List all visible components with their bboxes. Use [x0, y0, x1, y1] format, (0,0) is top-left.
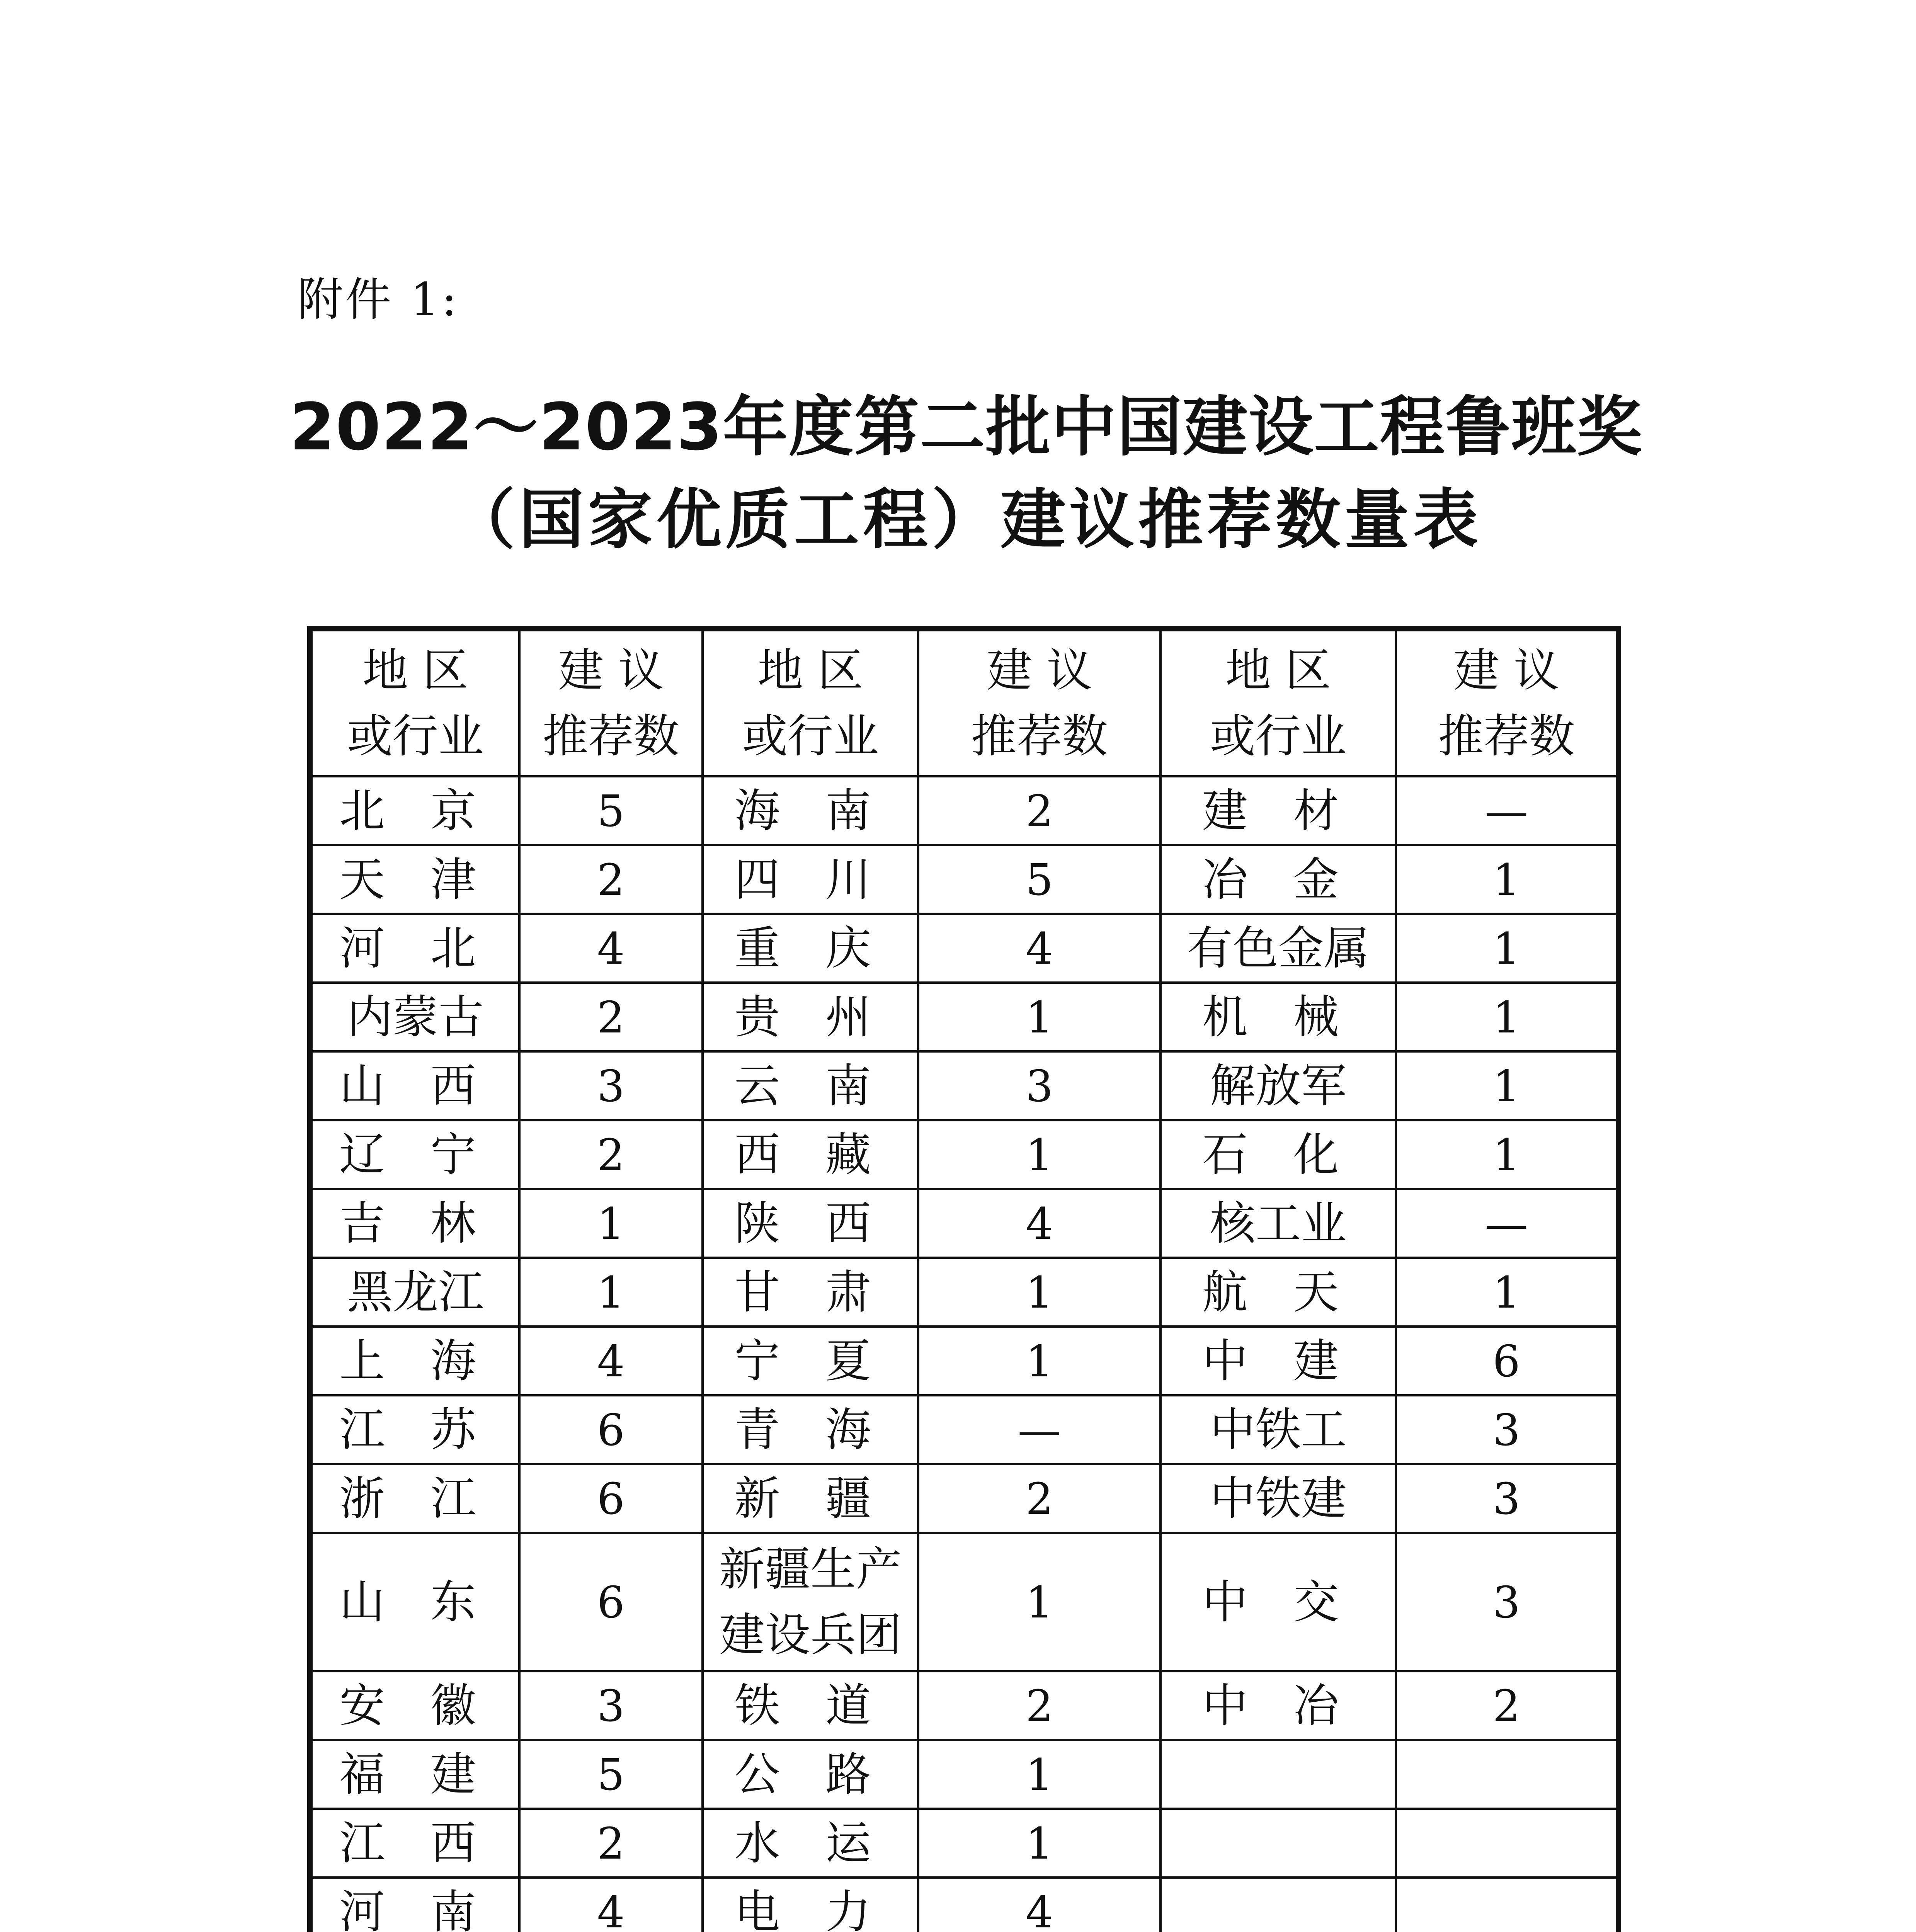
recommend-count-cell [519, 1327, 703, 1395]
recommend-count-cell [1396, 1327, 1618, 1395]
recommend-count: 2 [1492, 1681, 1520, 1731]
table-row [310, 1120, 1618, 1189]
recommend-count-cell [918, 983, 1160, 1051]
recommend-count-cell [918, 845, 1160, 914]
region-name-cell [1160, 1809, 1396, 1878]
region-name: 有色金属 [1187, 922, 1370, 975]
recommend-count-cell [918, 1051, 1160, 1120]
table-row [310, 1189, 1618, 1258]
recommend-count: 1 [597, 1267, 625, 1318]
recommend-count-cell [519, 1464, 703, 1533]
recommend-count-cell [918, 1878, 1160, 1932]
region-name: 江 西 [339, 1816, 492, 1870]
region-name-cell [310, 1189, 519, 1258]
recommend-count: 2 [597, 855, 625, 905]
region-name-cell [310, 1258, 519, 1327]
recommend-count-cell [519, 1740, 703, 1809]
table-header-row [310, 629, 1618, 776]
region-name-cell [703, 983, 919, 1051]
recommend-count-cell [519, 1258, 703, 1327]
region-name-cell [1160, 1327, 1396, 1395]
region-name-cell [1160, 1740, 1396, 1809]
recommend-count-cell [1396, 1533, 1618, 1671]
recommend-count-cell [918, 1258, 1160, 1327]
recommend-count: 2 [1026, 786, 1053, 837]
region-name-cell [703, 776, 919, 845]
header-region [1160, 629, 1396, 776]
recommend-count-cell [918, 1740, 1160, 1809]
region-name-cell [1160, 1464, 1396, 1533]
recommend-count: 1 [1492, 1061, 1520, 1112]
region-name-cell [1160, 1878, 1396, 1932]
header-count [1396, 629, 1618, 776]
recommend-count-cell [519, 1051, 703, 1120]
recommend-count-cell [918, 1809, 1160, 1878]
region-name: 中 交 [1202, 1575, 1354, 1629]
document-title-line-1: 2022～2023年度第二批中国建设工程鲁班奖 [289, 389, 1643, 465]
header-region-line-1: 地 区 [362, 644, 468, 697]
recommend-count-cell [519, 1533, 703, 1671]
recommend-count-cell [918, 1671, 1160, 1740]
region-name-cell [310, 914, 519, 983]
recommend-count: 3 [1026, 1061, 1053, 1112]
recommend-count: 1 [1492, 923, 1520, 974]
region-name-cell [703, 1464, 919, 1533]
region-name: 福 建 [339, 1748, 492, 1801]
recommend-count: 2 [1026, 1474, 1053, 1524]
region-name: 河 南 [339, 1885, 492, 1932]
recommend-count: 1 [597, 1199, 625, 1249]
region-name: 重 庆 [734, 922, 887, 975]
region-name: 核工业 [1210, 1197, 1347, 1250]
recommend-count: 1 [1026, 1130, 1053, 1180]
recommend-count-cell [1396, 1051, 1618, 1120]
recommend-count-cell [918, 1327, 1160, 1395]
header-region-line-2: 或行业 [742, 709, 879, 763]
table-row [310, 1395, 1618, 1464]
recommend-count: — [1485, 1199, 1528, 1249]
region-name: 机 械 [1202, 990, 1354, 1044]
region-name-cell [703, 1740, 919, 1809]
recommend-count-cell [918, 1189, 1160, 1258]
region-name-cell [310, 1878, 519, 1932]
recommend-count: 3 [1492, 1405, 1520, 1456]
header-count-line-2: 推荐数 [1438, 709, 1575, 763]
region-name: 安 徽 [339, 1679, 492, 1732]
table-row [310, 1671, 1618, 1740]
header-count-line-1: 建 议 [558, 644, 664, 697]
region-name: 宁 夏 [734, 1334, 887, 1388]
header-count-line-1: 建 议 [986, 644, 1092, 697]
recommend-count-cell [1396, 845, 1618, 914]
region-name-cell [1160, 1395, 1396, 1464]
region-name-cell [1160, 983, 1396, 1051]
header-count-line-1: 建 议 [1453, 644, 1559, 697]
recommend-count: 1 [1026, 992, 1053, 1043]
region-name-cell [703, 1671, 919, 1740]
region-name: 北 京 [339, 784, 492, 837]
region-name-cell [1160, 914, 1396, 983]
recommend-count: 3 [597, 1681, 625, 1731]
recommend-count-cell [519, 983, 703, 1051]
region-name-cell [1160, 845, 1396, 914]
document-title-line-2: （国家优质工程）建议推荐数量表 [450, 482, 1482, 558]
recommend-count-cell [1396, 1258, 1618, 1327]
recommend-count: 1 [1492, 1130, 1520, 1180]
header-region-line-1: 地 区 [1225, 644, 1331, 697]
region-name: 云 南 [734, 1059, 887, 1112]
recommend-count: 1 [1026, 1267, 1053, 1318]
recommend-count: 2 [597, 992, 625, 1043]
recommend-count-cell [519, 1120, 703, 1189]
region-name-cell [310, 983, 519, 1051]
region-name: 浙 江 [339, 1472, 492, 1525]
recommend-count: 1 [1492, 1267, 1520, 1318]
region-name: 建 材 [1202, 784, 1354, 837]
header-count [918, 629, 1160, 776]
recommend-count-cell [918, 1395, 1160, 1464]
recommend-count: 1 [1026, 1336, 1053, 1387]
recommend-count-cell [1396, 1464, 1618, 1533]
header-region-line-2: 或行业 [1210, 709, 1347, 763]
recommend-count: — [1485, 786, 1528, 837]
recommend-count: 4 [597, 1887, 625, 1932]
recommend-count-cell [1396, 1189, 1618, 1258]
region-name-cell [310, 776, 519, 845]
region-name: 青 海 [734, 1403, 887, 1456]
region-name: 中 冶 [1202, 1679, 1354, 1732]
recommend-count: 4 [1026, 1199, 1053, 1249]
header-region-line-1: 地 区 [757, 644, 863, 697]
region-name: 江 苏 [339, 1403, 492, 1456]
recommendation-table [307, 626, 1621, 1932]
header-count-line-2: 推荐数 [971, 709, 1108, 763]
recommend-count-cell [519, 914, 703, 983]
region-name: 山 东 [339, 1575, 492, 1629]
recommend-count: 5 [1026, 855, 1053, 905]
region-name-cell [1160, 1189, 1396, 1258]
region-name: 内蒙古 [347, 990, 484, 1044]
region-name: 四 川 [734, 853, 887, 906]
header-count-line-2: 推荐数 [542, 709, 679, 763]
recommend-count: 1 [1026, 1818, 1053, 1869]
recommend-count: 1 [1026, 1577, 1053, 1628]
recommend-count-cell [519, 1395, 703, 1464]
table-row [310, 1809, 1618, 1878]
recommend-count: — [1018, 1405, 1061, 1456]
region-name: 山 西 [339, 1059, 492, 1112]
region-name-cell [1160, 1533, 1396, 1671]
region-name-cell [310, 1327, 519, 1395]
recommend-count-cell [519, 845, 703, 914]
region-name-cell [310, 1051, 519, 1120]
region-name-cell [310, 1809, 519, 1878]
region-name: 解放军 [1210, 1059, 1347, 1112]
region-name: 吉 林 [339, 1197, 492, 1250]
table-row [310, 845, 1618, 914]
region-name: 河 北 [339, 922, 492, 975]
recommend-count-cell [519, 1189, 703, 1258]
header-region [310, 629, 519, 776]
table-row [310, 1878, 1618, 1932]
recommend-count: 5 [597, 1750, 625, 1800]
region-name-cell [1160, 776, 1396, 845]
table-row [310, 1051, 1618, 1120]
recommend-count-cell [519, 1878, 703, 1932]
region-name-cell [310, 1740, 519, 1809]
recommend-count: 2 [597, 1818, 625, 1869]
region-name-cell [310, 1120, 519, 1189]
table-row [310, 1327, 1618, 1395]
region-name-cell [310, 1464, 519, 1533]
recommend-count-cell [1396, 1809, 1618, 1878]
region-name: 铁 道 [734, 1679, 887, 1732]
recommend-count-cell [918, 776, 1160, 845]
region-name: 黑龙江 [347, 1265, 484, 1319]
region-name-cell [703, 1258, 919, 1327]
region-name-cell [703, 1395, 919, 1464]
recommend-count-cell [918, 1120, 1160, 1189]
recommend-count-cell [1396, 914, 1618, 983]
region-name-cell [703, 1809, 919, 1878]
recommend-count-cell [1396, 983, 1618, 1051]
region-name: 冶 金 [1202, 853, 1354, 906]
region-name: 中铁建 [1210, 1472, 1347, 1525]
region-name-cell [1160, 1671, 1396, 1740]
region-name-cell [703, 914, 919, 983]
recommend-count: 6 [1492, 1336, 1520, 1387]
table-row [310, 776, 1618, 845]
region-name-cell [703, 1327, 919, 1395]
region-name-cell [1160, 1258, 1396, 1327]
recommend-count: 3 [597, 1061, 625, 1112]
recommend-count: 3 [1492, 1474, 1520, 1524]
recommend-count-cell [1396, 1120, 1618, 1189]
header-count [519, 629, 703, 776]
recommend-count: 1 [1492, 855, 1520, 905]
recommend-count: 6 [597, 1577, 625, 1628]
table-row [310, 914, 1618, 983]
table-row [310, 983, 1618, 1051]
region-name: 陕 西 [734, 1197, 887, 1250]
region-name: 甘 肃 [734, 1265, 887, 1319]
region-name: 海 南 [734, 784, 887, 837]
recommend-count-cell [519, 1671, 703, 1740]
region-name: 辽 宁 [339, 1128, 492, 1181]
recommend-count: 3 [1492, 1577, 1520, 1628]
recommend-count: 4 [1026, 923, 1053, 974]
region-name: 中 建 [1202, 1334, 1354, 1388]
region-name-cell [703, 1051, 919, 1120]
recommend-count: 1 [1492, 992, 1520, 1043]
recommend-count-cell [519, 776, 703, 845]
region-name: 贵 州 [734, 990, 887, 1044]
region-name-cell [703, 1189, 919, 1258]
header-region [703, 629, 919, 776]
recommend-count: 4 [597, 1336, 625, 1387]
recommend-count: 2 [1026, 1681, 1053, 1731]
recommend-count-cell [1396, 1878, 1618, 1932]
region-name-cell [703, 1878, 919, 1932]
region-name-cell [310, 1533, 519, 1671]
recommend-count: 6 [597, 1405, 625, 1456]
region-name: 电 力 [734, 1885, 887, 1932]
region-name: 新 疆 [734, 1472, 887, 1525]
region-name: 水 运 [734, 1816, 887, 1870]
attachment-label: 附件 1: [298, 273, 459, 326]
recommend-count-cell [1396, 1671, 1618, 1740]
region-name: 中铁工 [1210, 1403, 1347, 1456]
recommend-count-cell [918, 1533, 1160, 1671]
recommend-count: 2 [597, 1130, 625, 1180]
region-name-cell [310, 1671, 519, 1740]
region-name-cell [703, 1120, 919, 1189]
table-row [310, 1740, 1618, 1809]
region-name: 公 路 [734, 1748, 887, 1801]
recommend-count-cell [519, 1809, 703, 1878]
region-name-cell [310, 1395, 519, 1464]
region-name-cell [310, 845, 519, 914]
region-name: 石 化 [1202, 1128, 1354, 1181]
region-name: 航 天 [1202, 1265, 1354, 1319]
region-name-cell [1160, 1120, 1396, 1189]
table-row [310, 1464, 1618, 1533]
region-name-cell [703, 1533, 919, 1671]
recommend-count: 4 [597, 923, 625, 974]
region-name: 西 藏 [734, 1128, 887, 1181]
region-name-cell [1160, 1051, 1396, 1120]
recommend-count: 1 [1026, 1750, 1053, 1800]
header-region-line-2: 或行业 [347, 709, 484, 763]
recommend-count: 4 [1026, 1887, 1053, 1932]
recommend-count: 5 [597, 786, 625, 837]
table-row [310, 1258, 1618, 1327]
region-name-cell [703, 845, 919, 914]
recommend-count-cell [918, 914, 1160, 983]
recommend-count: 6 [597, 1474, 625, 1524]
recommend-count-cell [1396, 1740, 1618, 1809]
region-name: 上 海 [339, 1334, 492, 1388]
recommend-count-cell [918, 1464, 1160, 1533]
region-name: 天 津 [339, 853, 492, 906]
recommend-count-cell [1396, 1395, 1618, 1464]
region-name-part: 新疆生产 [719, 1543, 902, 1596]
table-row [310, 1533, 1618, 1671]
region-name-part: 建设兵团 [719, 1608, 902, 1662]
recommend-count-cell [1396, 776, 1618, 845]
